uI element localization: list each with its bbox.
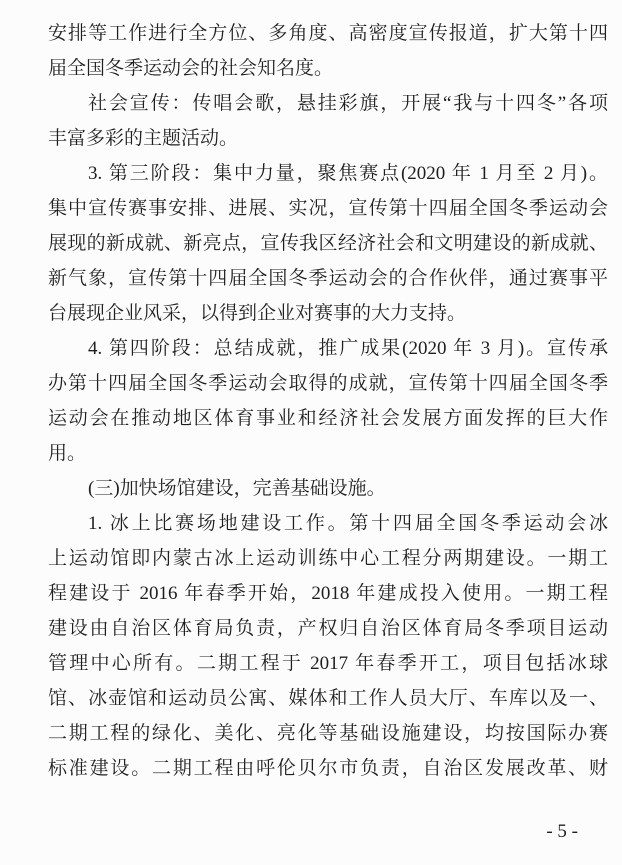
text-line: 程建设于 2016 年春季开始，2018 年建成投入使用。一期工程 bbox=[48, 583, 608, 604]
text-line: 丰富多彩的主题活动。 bbox=[48, 128, 239, 149]
text-line: (三)加快场馆建设，完善基础设施。 bbox=[88, 478, 386, 499]
text-line: 标准建设。二期工程由呼伦贝尔市负责，自治区发展改革、财 bbox=[48, 758, 608, 779]
text-line: 上运动馆即内蒙古冰上运动训练中心工程分两期建设。一期工 bbox=[48, 548, 608, 569]
text-line: 届全国冬季运动会的社会知名度。 bbox=[48, 58, 334, 79]
text-line: 办第十四届全国冬季运动会取得的成就，宣传第十四届全国冬季 bbox=[48, 373, 608, 394]
text-line: 建设由自治区体育局负责，产权归自治区体育局冬季项目运动 bbox=[48, 618, 608, 639]
page-number: - 5 - bbox=[546, 821, 578, 842]
text-line: 管理中心所有。二期工程于 2017 年春季开工，项目包括冰球 bbox=[48, 653, 608, 674]
text-line: 1. 冰上比赛场地建设工作。第十四届全国冬季运动会冰 bbox=[88, 513, 608, 534]
text-line: 集中宣传赛事安排、进展、实况，宣传第十四届全国冬季运动会 bbox=[48, 198, 608, 219]
text-line: 馆、冰壶馆和运动员公寓、媒体和工作人员大厅、车库以及一、 bbox=[48, 688, 608, 709]
text-line: 展现的新成就、新亮点，宣传我区经济社会和文明建设的新成就、 bbox=[48, 233, 608, 254]
text-line: 用。 bbox=[48, 443, 87, 464]
text-line: 新气象，宣传第十四届全国冬季运动会的合作伙伴，通过赛事平 bbox=[48, 268, 608, 289]
text-line: 运动会在推动地区体育事业和经济社会发展方面发挥的巨大作 bbox=[48, 408, 608, 429]
text-line: 台展现企业风采，以得到企业对赛事的大力支持。 bbox=[48, 303, 467, 324]
text-line: 二期工程的绿化、美化、亮化等基础设施建设，均按国际办赛 bbox=[48, 723, 608, 744]
text-line: 4. 第四阶段：总结成就，推广成果(2020 年 3 月)。宣传承 bbox=[88, 338, 608, 359]
text-line: 3. 第三阶段：集中力量，聚焦赛点(2020 年 1 月至 2 月)。 bbox=[88, 163, 608, 184]
text-line: 社会宣传：传唱会歌，悬挂彩旗，开展“我与十四冬”各项 bbox=[88, 93, 608, 114]
document-body bbox=[48, 16, 608, 786]
text-line: 安排等工作进行全方位、多角度、高密度宣传报道，扩大第十四 bbox=[48, 23, 608, 44]
